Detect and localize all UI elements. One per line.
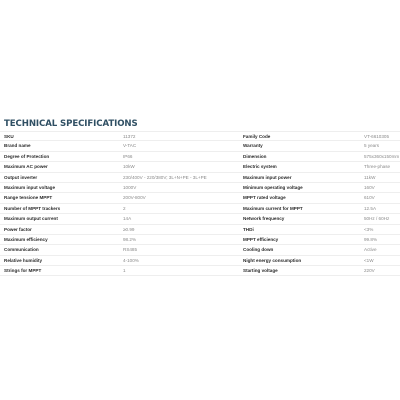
spec-label: Degree of Protection [4,153,50,159]
spec-label: Electric system [243,164,277,170]
table-row [0,256,400,266]
table-row [0,141,400,151]
spec-value: 14A [123,216,132,222]
spec-value: 11372 [123,134,136,139]
table-row [0,214,400,224]
spec-label: Maximum current for MPPT [243,205,303,211]
spec-value: 1 [123,268,126,274]
spec-label: MPPT efficiency [243,236,279,242]
spec-label: SKU [4,134,14,139]
spec-label: Cooling down [243,247,274,253]
specifications-table [0,131,400,276]
spec-label: Maximum input power [243,174,292,180]
spec-value: 220V [364,268,375,274]
table-row [0,173,400,183]
spec-value: VT-6610305 [364,134,390,139]
spec-value: 11kW [364,174,376,180]
spec-label: Warranty [243,143,263,149]
spec-label: Night energy consumption [243,257,302,263]
spec-value: 200V-800V [123,195,146,201]
spec-value: IP66 [123,153,133,159]
table-row [0,183,400,193]
spec-label: Brand name [4,143,31,149]
spec-value: 575x360x150mm [364,153,400,159]
spec-value: 230/400V - 220/380V; 3L+N+PE - 3L+PE [123,174,207,180]
spec-label: Maximum input voltage [4,184,56,190]
spec-label: Relative humidity [4,257,43,263]
spec-value: 12.5A [364,205,377,211]
spec-label: THDi [243,226,254,232]
spec-value: 160V [364,184,375,190]
table-row [0,193,400,203]
table-row [0,266,400,276]
spec-label: Maximum AC power [4,164,48,170]
spec-label: Maximum efficiency [4,236,48,242]
spec-value: 1000V [123,184,137,190]
spec-value: 5 years [364,143,380,149]
spec-label: MPPT rated voltage [243,195,286,201]
spec-label: Family Code [243,134,271,139]
page-title: TECHNICAL SPECIFICATIONS [4,119,138,129]
spec-value: 50Hz / 60Hz [364,216,390,222]
spec-label: Range tensione MPPT [4,195,53,201]
spec-label: Number of MPPT trackers [4,205,61,211]
spec-value: 98.2% [123,236,137,242]
spec-value: ≥0.99 [123,226,135,232]
spec-value: RS485 [123,247,138,253]
spec-label: Minimum operating voltage [243,184,303,190]
spec-label: Communication [4,247,39,253]
spec-label: Output inverter [4,174,38,180]
spec-value: Three-phase [364,164,391,170]
spec-value: <1W [364,257,374,263]
spec-value: 610V [364,195,375,201]
spec-value: V-TAC [123,143,137,149]
spec-label: Maximum output current [4,216,58,222]
spec-value: 99.8% [364,236,378,242]
spec-label: Network frequency [243,216,285,222]
table-row [0,162,400,172]
table-row [0,225,400,235]
table-row [0,152,400,162]
spec-value: Active [364,247,377,253]
table-row [0,235,400,245]
table-row [0,131,400,141]
spec-label: Strings for MPPT [4,268,42,274]
spec-value: 2 [123,205,126,211]
spec-value: <3% [364,226,374,232]
spec-label: Starting voltage [243,268,278,274]
spec-value: 4-100% [123,257,139,263]
spec-label: Dimension [243,153,267,159]
table-row [0,245,400,255]
spec-value: 10kW [123,164,135,170]
table-row [0,204,400,214]
spec-label: Power factor [4,226,32,232]
